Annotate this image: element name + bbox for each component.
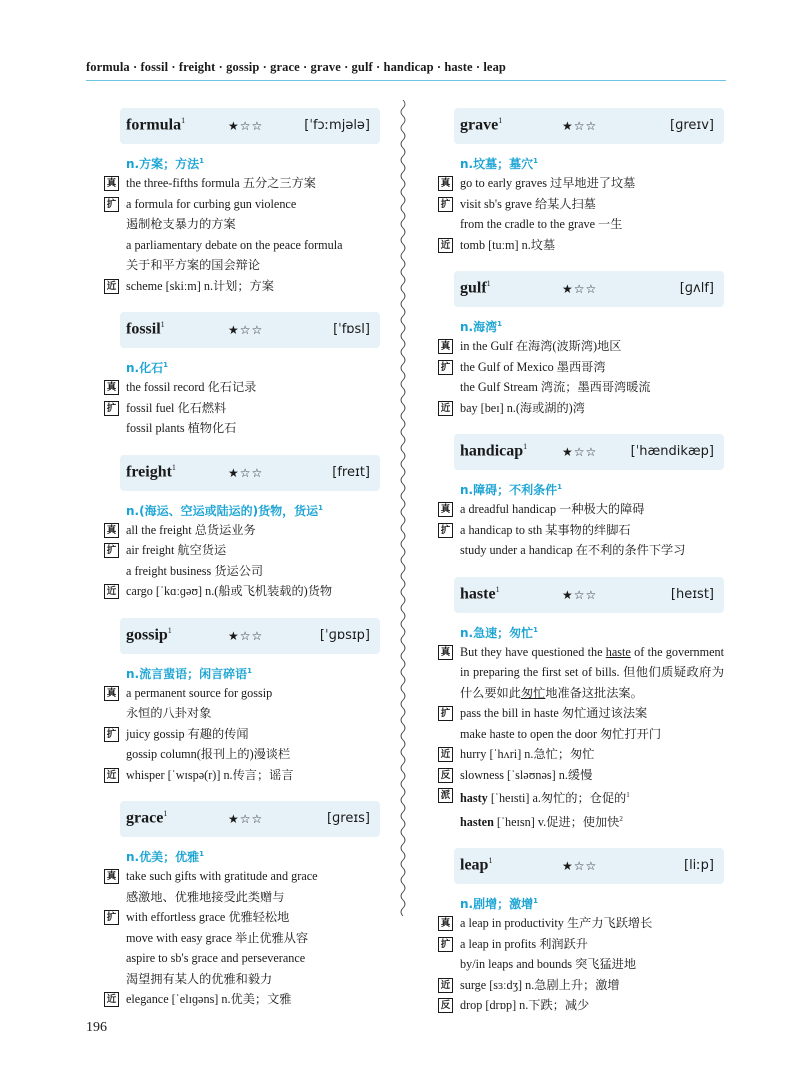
example-line: 真 in the Gulf 在海湾(波斯湾)地区 xyxy=(438,336,724,357)
difficulty-stars: ★☆☆ xyxy=(228,465,264,480)
example-line: make haste to open the door 匆忙打开门 xyxy=(460,726,662,741)
difficulty-stars: ★☆☆ xyxy=(228,628,264,643)
example-line: 扩 visit sb's grave 给某人扫墓 xyxy=(438,194,724,215)
example-line: 扩 air freight 航空货运 xyxy=(104,540,380,561)
phonetic: [ˈfɒsl] xyxy=(333,322,370,337)
phonetic: [ˈɡɒsɪp] xyxy=(319,627,370,643)
example-line: 真 take such gifts with gratitude and grace xyxy=(104,866,380,887)
example-line: 扩 the Gulf of Mexico 墨西哥湾 xyxy=(438,357,724,378)
synonym-line: 近 tomb [tuːm] n.坟墓 xyxy=(438,235,724,256)
headword: gossip$^1$ xyxy=(126,625,172,643)
phonetic: [ɡreɪv] xyxy=(670,118,714,133)
example-line: from the cradle to the grave 一生 xyxy=(460,217,623,231)
tag-extend: 扩 xyxy=(438,197,453,212)
headword: grave$^1$ xyxy=(460,116,503,134)
definition: n.方案；方法$^1$ xyxy=(126,157,204,171)
difficulty-stars: ★☆☆ xyxy=(562,282,598,296)
entry-grace xyxy=(104,801,380,1010)
definition: n.优美；优雅$^1$ xyxy=(126,850,204,864)
antonym-line: 反 slowness [ˈsləʊnəs] n.缓慢 xyxy=(438,765,724,786)
difficulty-stars: ★☆☆ xyxy=(562,859,598,874)
synonym-line: 近 scheme [skiːm] n.计划；方案 xyxy=(104,276,380,297)
synonym-line: 近 cargo [ˈkɑːɡəʊ] n.(船或飞机装载的)货物 xyxy=(104,581,380,602)
tag-real: 真 xyxy=(438,176,453,191)
headword-bar xyxy=(120,108,380,144)
entry-fossil xyxy=(104,312,380,439)
definition: n.剧增；激增$^1$ xyxy=(460,897,538,912)
example-line: 渴望拥有某人的优雅和毅力 xyxy=(126,971,273,986)
column-divider xyxy=(399,100,407,1008)
headword: grace$^1$ xyxy=(126,809,168,827)
difficulty-stars: ★☆☆ xyxy=(228,119,264,133)
example-line: 扩 with effortless grace 优雅轻松地 xyxy=(104,907,380,928)
tag-real: 真 xyxy=(104,380,119,395)
page-number: 196 xyxy=(86,1020,107,1035)
definition: n.化石$^1$ xyxy=(126,361,168,375)
headword: gulf$^1$ xyxy=(460,279,491,297)
tag-antonym: 反 xyxy=(438,768,453,783)
headword-bar xyxy=(120,618,380,654)
tag-real: 真 xyxy=(104,523,119,538)
example-line: 真 all the freight 总货运业务 xyxy=(104,520,380,541)
synonym-line: 近 hurry [ˈhʌri] n.急忙；匆忙 xyxy=(438,744,724,765)
tag-real: 真 xyxy=(104,869,119,884)
phonetic: [heɪst] xyxy=(670,586,714,602)
example-line: move with easy grace 举止优雅从容 xyxy=(126,930,309,945)
definition: n.(海运、空运或陆运的)货物，货运$^1$ xyxy=(126,503,323,518)
example-line: 真 the three-fifths formula 五分之三方案 xyxy=(104,173,380,194)
tag-extend: 扩 xyxy=(104,727,119,742)
derived-line: 派 hasty [ˈheɪsti] a.匆忙的；仓促的$^1$ xyxy=(438,785,724,809)
phonetic: [ˈhændikæp] xyxy=(630,444,714,459)
tag-real: 真 xyxy=(104,686,119,701)
running-header: formula · fossil · freight · gossip · grace · grave · gulf · handicap · haste · leap xyxy=(86,60,506,74)
tag-synonym: 近 xyxy=(438,747,453,762)
example-line: gossip column(报刊上的)漫谈栏 xyxy=(126,747,291,761)
difficulty-stars: ★☆☆ xyxy=(562,445,598,459)
example-line: 真 a permanent source for gossip xyxy=(104,683,380,704)
headword-bar xyxy=(120,312,380,348)
definition: n.坟墓；墓穴$^1$ xyxy=(460,157,538,171)
tag-synonym: 近 xyxy=(438,978,453,993)
headword-bar xyxy=(454,577,724,613)
phonetic: [ɡreɪs] xyxy=(326,811,370,826)
tag-real: 真 xyxy=(438,645,453,660)
example-line: 关于和平方案的国会辩论 xyxy=(126,258,261,272)
phonetic: [ɡʌlf] xyxy=(679,281,714,296)
tag-synonym: 近 xyxy=(104,279,119,294)
example-line: 扩 a leap in profits 利润跃升 xyxy=(438,934,724,955)
definition: n.海湾$^1$ xyxy=(460,320,502,334)
tag-synonym: 近 xyxy=(104,768,119,783)
example-line: by/in leaps and bounds 突飞猛进地 xyxy=(460,957,637,972)
example-line: the Gulf Stream 湾流；墨西哥湾暖流 xyxy=(460,380,651,394)
entry-freight xyxy=(104,455,380,602)
tag-synonym: 近 xyxy=(104,584,119,599)
definition: n.流言蜚语；闲言碎语$^1$ xyxy=(126,666,252,681)
definition: n.障碍；不利条件$^1$ xyxy=(460,483,562,497)
example-line: 永恒的八卦对象 xyxy=(126,706,212,720)
headword: haste$^1$ xyxy=(460,584,500,602)
tag-real: 真 xyxy=(438,502,453,517)
example-line: 扩 a formula for curbing gun violence xyxy=(104,194,380,215)
tag-extend: 扩 xyxy=(438,360,453,375)
example-quote: 真 But they have questioned the haste of the government in preparing the first set of bills. 但他们质疑政府为什么要如此匆忙地准备这批法案。 xyxy=(438,642,724,704)
example-line: aspire to sb's grace and perseverance xyxy=(126,951,306,965)
tag-derived: 派 xyxy=(438,788,453,803)
example-line: 扩 pass the bill in haste 匆忙通过该法案 xyxy=(438,703,724,724)
tag-antonym: 反 xyxy=(438,998,453,1013)
headword: handicap$^1$ xyxy=(460,442,528,460)
synonym-line: 近 surge [sɜːdʒ] n.急剧上升；激增 xyxy=(438,975,724,996)
tag-extend: 扩 xyxy=(438,706,453,721)
headword-bar xyxy=(120,455,380,491)
phonetic: [ˈfɔːmjələ] xyxy=(304,118,370,133)
tag-extend: 扩 xyxy=(438,523,453,538)
headword-bar xyxy=(120,801,380,837)
headword: formula$^1$ xyxy=(126,116,186,134)
difficulty-stars: ★☆☆ xyxy=(562,587,598,602)
entry-grave xyxy=(438,108,724,255)
difficulty-stars: ★☆☆ xyxy=(562,119,598,133)
tag-extend: 扩 xyxy=(104,197,119,212)
entry-gulf xyxy=(438,271,724,418)
headword-bar xyxy=(454,271,724,307)
tag-synonym: 近 xyxy=(438,401,453,416)
entry-handicap xyxy=(438,434,724,561)
headword: freight$^1$ xyxy=(126,462,176,480)
example-line: 感激地、优雅地接受此类赠与 xyxy=(126,889,285,904)
entry-leap xyxy=(438,848,724,1016)
entry-haste xyxy=(438,577,724,833)
header-rule xyxy=(86,80,726,81)
tag-synonym: 近 xyxy=(438,238,453,253)
phonetic: [freɪt] xyxy=(332,464,370,480)
tag-synonym: 近 xyxy=(104,992,119,1007)
example-line: 真 a leap in productivity 生产力飞跃增长 xyxy=(438,913,724,934)
antonym-line: 反 drop [drɒp] n.下跌；减少 xyxy=(438,995,724,1016)
tag-extend: 扩 xyxy=(104,910,119,925)
headword-bar xyxy=(454,108,724,144)
tag-extend: 扩 xyxy=(438,937,453,952)
example-line: a freight business 货运公司 xyxy=(126,563,264,578)
headword-bar xyxy=(454,434,724,470)
difficulty-stars: ★☆☆ xyxy=(228,323,264,337)
left-column xyxy=(104,100,380,1010)
entry-gossip xyxy=(104,618,380,786)
right-column xyxy=(438,100,724,1016)
synonym-line: 近 elegance [ˈelɪɡəns] n.优美；文雅 xyxy=(104,989,380,1010)
synonym-line: 近 bay [beɪ] n.(海或湖的)湾 xyxy=(438,398,724,419)
difficulty-stars: ★☆☆ xyxy=(228,812,264,826)
tag-extend: 扩 xyxy=(104,401,119,416)
headword: fossil$^1$ xyxy=(126,320,165,338)
example-line: 遏制枪支暴力的方案 xyxy=(126,217,236,231)
tag-extend: 扩 xyxy=(104,543,119,558)
headword-bar xyxy=(454,848,724,884)
example-line: fossil plants 植物化石 xyxy=(126,421,237,435)
synonym-line: 近 whisper [ˈwɪspə(r)] n.传言；谣言 xyxy=(104,765,380,786)
example-line: 扩 fossil fuel 化石燃料 xyxy=(104,398,380,419)
headword: leap$^1$ xyxy=(460,856,493,874)
phonetic: [liːp] xyxy=(684,858,714,874)
example-line: study under a handicap 在不利的条件下学习 xyxy=(460,543,686,557)
entry-formula xyxy=(104,108,380,296)
example-line: 真 the fossil record 化石记录 xyxy=(104,377,380,398)
example-line: a parliamentary debate on the peace formula xyxy=(126,237,343,252)
tag-real: 真 xyxy=(438,339,453,354)
example-line: 真 go to early graves 过早地进了坟墓 xyxy=(438,173,724,194)
tag-real: 真 xyxy=(438,916,453,931)
example-line: 真 a dreadful handicap 一种极大的障碍 xyxy=(438,499,724,520)
tag-real: 真 xyxy=(104,176,119,191)
derived-line: hasten [ˈheɪsn] v.促进；使加快$^2$ xyxy=(460,814,623,829)
example-line: 扩 a handicap to sth 某事物的绊脚石 xyxy=(438,520,724,541)
example-line: 扩 juicy gossip 有趣的传闻 xyxy=(104,724,380,745)
definition: n.急速；匆忙$^1$ xyxy=(460,625,538,640)
